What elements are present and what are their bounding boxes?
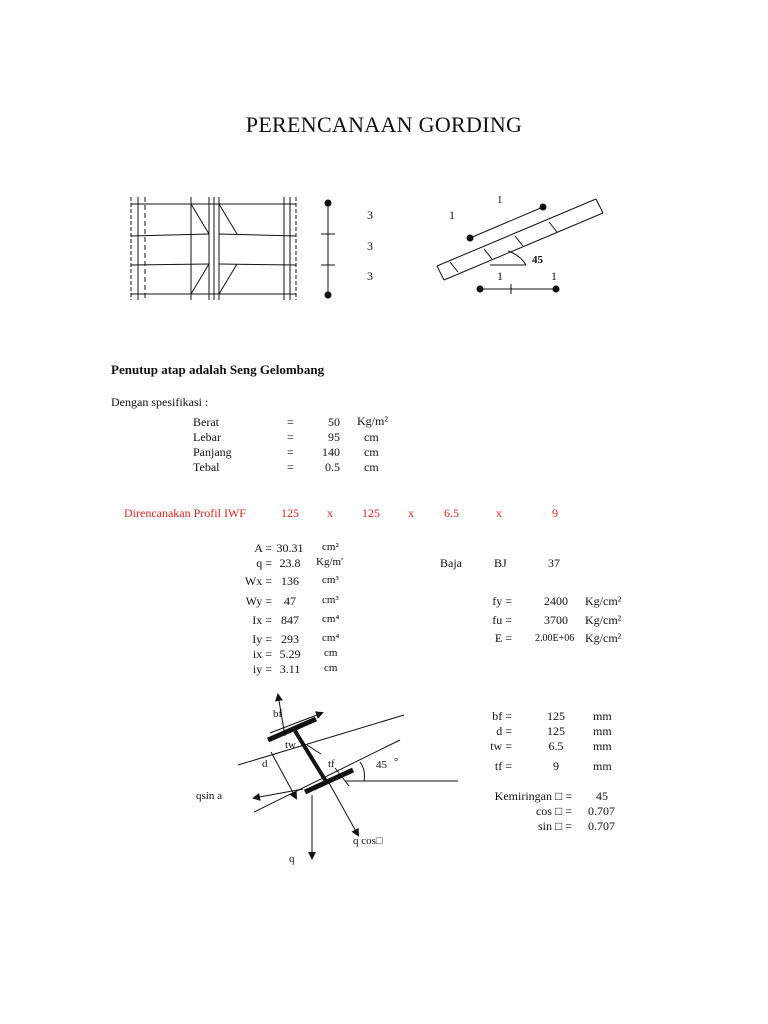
sin-name: sin □ = <box>537 819 572 833</box>
steel-name-e: E = <box>494 631 512 645</box>
prop-name-ry: iy = <box>252 662 272 676</box>
profile-times: x <box>327 506 333 520</box>
spacing-label-1: 3 <box>367 208 373 222</box>
prop-value-rx: 5.29 <box>279 647 301 661</box>
prop-value-iy: 293 <box>281 632 299 646</box>
steel-name-fu: fu = <box>492 613 512 627</box>
spacing-label-2: 3 <box>367 239 373 253</box>
prop-unit-ry: cm <box>324 662 338 674</box>
steel-name-fy: fy = <box>492 594 512 608</box>
steel-baja-label: Baja <box>440 556 462 570</box>
prop-unit-ix: cm⁴ <box>322 613 340 625</box>
label-angle: 45 <box>376 759 387 771</box>
prop-name-a: A = <box>254 541 272 555</box>
spec-unit-lebar: cm <box>364 430 379 444</box>
spec-name-tebal: Tebal <box>193 460 220 474</box>
roofing-heading: Penutup atap adalah Seng Gelombang <box>111 362 325 377</box>
slope-value: 45 <box>596 789 608 803</box>
steel-unit-fy: Kg/cm² <box>585 594 622 608</box>
page-title: PERENCANAAN GORDING <box>245 112 523 137</box>
dim-name-bf: bf = <box>492 709 512 723</box>
incline-label-2: 1 <box>449 208 455 222</box>
dim-name-d: d = <box>496 724 512 738</box>
prop-unit-wx: cm³ <box>322 574 339 586</box>
prop-name-wy: Wy = <box>245 594 272 608</box>
dim-value-bf: 125 <box>547 709 565 723</box>
label-tf: tf <box>328 758 335 770</box>
profile-dim-d: 125 <box>362 506 380 520</box>
prop-name-rx: ix = <box>252 647 272 661</box>
spacing-label-3: 3 <box>367 269 373 283</box>
profile-dim-tf: 9 <box>552 506 558 520</box>
spec-unit-panjang: cm <box>364 445 379 459</box>
sin-value: 0.707 <box>588 819 615 833</box>
prop-unit-a: cm² <box>322 541 339 553</box>
profile-times: x <box>408 506 414 520</box>
label-d: d <box>262 758 268 770</box>
steel-value-fu: 3700 <box>544 613 568 627</box>
spec-eq: = <box>287 460 294 474</box>
spec-value-tebal: 0.5 <box>325 460 340 474</box>
spec-intro: Dengan spesifikasi : <box>111 395 209 409</box>
label-qsin: qsin a <box>196 790 222 802</box>
dim-value-tf: 9 <box>553 759 559 773</box>
profile-dim-bf: 125 <box>281 506 299 520</box>
dim-value-d: 125 <box>547 724 565 738</box>
dim-unit-tf: mm <box>593 759 612 773</box>
prop-value-ry: 3.11 <box>279 662 301 676</box>
spec-name-lebar: Lebar <box>193 430 221 444</box>
prop-unit-rx: cm <box>324 647 338 659</box>
slope-name: Kemiringan □ = <box>494 789 572 803</box>
steel-value-e: 2.00E+06 <box>535 633 575 644</box>
steel-value-fy: 2400 <box>544 594 568 608</box>
cos-value: 0.707 <box>588 804 615 818</box>
spec-name-berat: Berat <box>193 415 219 429</box>
cos-name: cos □ = <box>535 804 572 818</box>
prop-name-ix: Ix = <box>252 613 272 627</box>
prop-value-wx: 136 <box>281 574 299 588</box>
profile-label: Direncanakan Profil IWF <box>124 506 246 520</box>
prop-unit-q: Kg/m' <box>316 556 344 568</box>
label-bf: bf <box>273 708 283 720</box>
prop-name-wx: Wx = <box>244 574 272 588</box>
spec-value-lebar: 95 <box>328 430 340 444</box>
profile-times: x <box>496 506 502 520</box>
incline-label-4: 1 <box>551 269 557 283</box>
dim-unit-d: mm <box>593 724 612 738</box>
spec-eq: = <box>287 445 294 459</box>
dim-unit-bf: mm <box>593 709 612 723</box>
spec-eq: = <box>287 430 294 444</box>
steel-bj-value: 37 <box>548 556 560 570</box>
incline-label-3: 1 <box>497 269 503 283</box>
prop-unit-wy: cm³ <box>322 594 339 606</box>
dim-unit-tw: mm <box>593 739 612 753</box>
spec-unit-tebal: cm <box>364 460 379 474</box>
steel-unit-fu: Kg/cm² <box>585 613 622 627</box>
dim-name-tf: tf = <box>494 759 512 773</box>
label-q: q <box>289 853 295 865</box>
dim-value-tw: 6.5 <box>548 739 564 753</box>
prop-unit-iy: cm⁴ <box>322 632 340 644</box>
prop-value-q: 23.8 <box>279 556 301 570</box>
spec-value-berat: 50 <box>328 415 340 429</box>
prop-value-wy: 47 <box>284 594 296 608</box>
label-qcos: q cos□ <box>353 835 383 847</box>
steel-bj-label: BJ <box>494 556 507 570</box>
label-angle-deg: ° <box>394 756 399 768</box>
spec-unit-berat: Kg/m² <box>357 414 388 428</box>
spec-name-panjang: Panjang <box>193 445 232 459</box>
dim-name-tw: tw = <box>490 739 512 753</box>
label-tw: tw <box>285 739 296 751</box>
incline-label-1: 1 <box>497 194 503 206</box>
prop-name-iy: Iy = <box>252 632 272 646</box>
prop-name-q: q = <box>256 556 272 570</box>
prop-value-ix: 847 <box>281 613 299 627</box>
profile-dim-tw: 6.5 <box>444 506 459 520</box>
angle-label: 45 <box>532 254 543 266</box>
prop-value-a: 30.31 <box>276 541 304 555</box>
spec-value-panjang: 140 <box>322 445 340 459</box>
spec-eq: = <box>287 415 294 429</box>
steel-unit-e: Kg/cm² <box>585 631 622 645</box>
